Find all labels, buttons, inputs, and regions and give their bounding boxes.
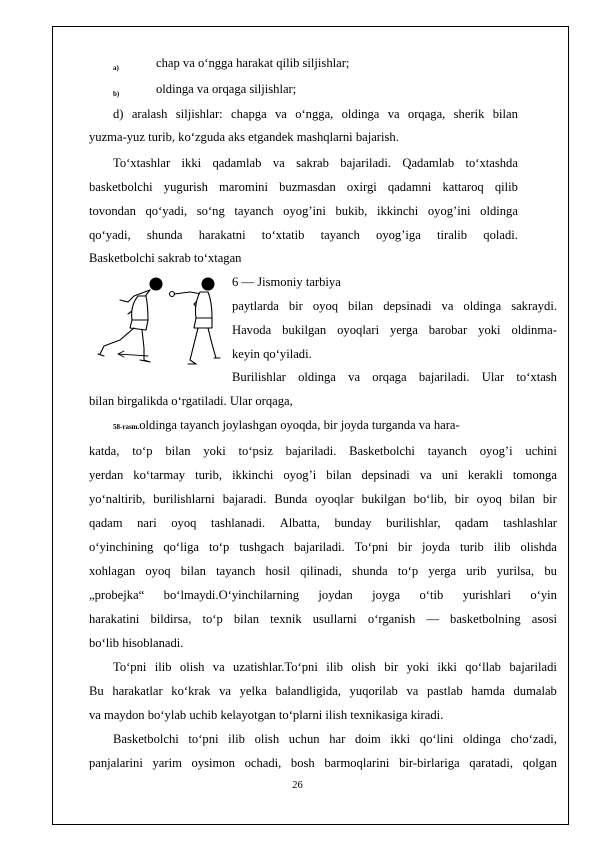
paragraph-line: o‘yinchining qo‘liga to‘p tushgach bajariladi. To‘pni bir joyda turib ilib olishda	[89, 540, 557, 554]
list-marker-b: b)	[113, 90, 120, 98]
paragraph-line: harakatini bildirsa, to‘p bilan texnik usullarni o‘rganish — basketbolning asosi	[89, 612, 557, 626]
paragraph-line: keyin qo‘yiladi.	[232, 347, 312, 361]
paragraph-line: d) aralash siljishlar: chapga va o‘ngga, oldinga va orqaga, sherik bilan	[113, 107, 518, 121]
paragraph-line: yerdan ko‘tarmay turib, ikkinchi oyog’i bilan depsinadi va uni kerakli tomonga	[89, 468, 557, 482]
paragraph-line: Basketbolchi to‘pni ilib olish uchun har doim ikki qo‘lini oldinga cho‘zadi,	[113, 732, 557, 746]
list-marker-a: a)	[113, 64, 119, 72]
page-number: 26	[292, 780, 303, 791]
paragraph-line: To‘pni ilib olish va uzatishlar.To‘pni ilib olish bir yoki ikki qo‘llab bajariladi	[113, 660, 557, 674]
figure-caption	[113, 417, 460, 435]
paragraph-line: yuzma-yuz turib, ko‘zguda aks etgandek mashqlarni bajarish.	[89, 130, 399, 144]
list-item-b: oldinga va orqaga siljishlar;	[156, 82, 297, 96]
paragraph-line: Bu harakatlar ko‘krak va yelka balandligida, yuqorilab va pastlab hamda dumalab	[89, 684, 557, 698]
paragraph-line: qadam nari oyoq tashlanadi. Albatta, bunday burilishlar, qadam tashlashlar	[89, 516, 557, 530]
paragraph-line: „probejka“ bo‘lmaydi.O‘yinchilarning joydan joyga o‘tib yurishlari o‘yin	[89, 588, 557, 602]
paragraph-line: tovondan qo‘yadi, so‘ng tayanch oyog’ini bukib, ikkinchi oyog’ini oldinga	[89, 204, 518, 218]
figure-illustration	[90, 274, 230, 374]
list-item-a: chap va o‘ngga harakat qilib siljishlar;	[156, 56, 350, 70]
paragraph-line: Havoda bukilgan oyoqlari yerga barobar yoki oldinma-	[232, 323, 557, 337]
paragraph-line: va maydon bo‘ylab uchib kelayotgan to‘plarni ilish texnikasiga kiradi.	[89, 708, 444, 722]
paragraph-line: 6 — Jismoniy tarbiya	[232, 275, 341, 289]
paragraph-line: Burilishlar oldinga va orqaga bajariladi. Ular to‘xtash	[232, 370, 557, 384]
paragraph-line: Basketbolchi sakrab to‘xtagan	[89, 251, 242, 265]
paragraph-line: basketbolchi yugurish maromini buzmasdan oxirgi qadamni kattaroq qilib	[89, 180, 518, 194]
paragraph-line: qo‘yadi, shunda harakatni to‘xtatib tayanch oyog’iga tiralib qoladi.	[89, 228, 518, 242]
paragraph-line: yo‘naltirib, burilishlarni bajaradi. Bunda oyoqlar bukilgan bo‘lib, bir oyoq bilan bir	[89, 492, 557, 506]
paragraph-line: panjalarini yarim oysimon ochadi, bosh barmoqlarini bir-birlariga qaratadi, qolgan	[89, 756, 557, 770]
figure-caption-label: 58-rasm.	[113, 423, 140, 431]
basketball-players-figure	[90, 274, 230, 374]
paragraph-line: bo‘lib hisoblanadi.	[89, 636, 184, 650]
figure-caption-text: oldinga tayanch joylashgan oyoqda, bir joyda turganda va hara-	[139, 418, 460, 432]
paragraph-line: paytlarda bir oyoq bilan depsinadi va oldinga sakraydi.	[232, 299, 557, 313]
paragraph-line: bilan birgalikda o‘rgatiladi. Ular orqaga,	[89, 394, 293, 408]
paragraph-line: xohlagan oyoq bilan tayanch hosil qilinadi, shunda to‘p yerga urib yurilsa, bu	[89, 564, 557, 578]
paragraph-line: To‘xtashlar ikki qadamlab va sakrab bajariladi. Qadamlab to‘xtashda	[113, 156, 518, 170]
paragraph-line: katda, to‘p bilan yoki to‘psiz bajariladi. Basketbolchi tayanch oyog’i uchini	[89, 444, 557, 458]
